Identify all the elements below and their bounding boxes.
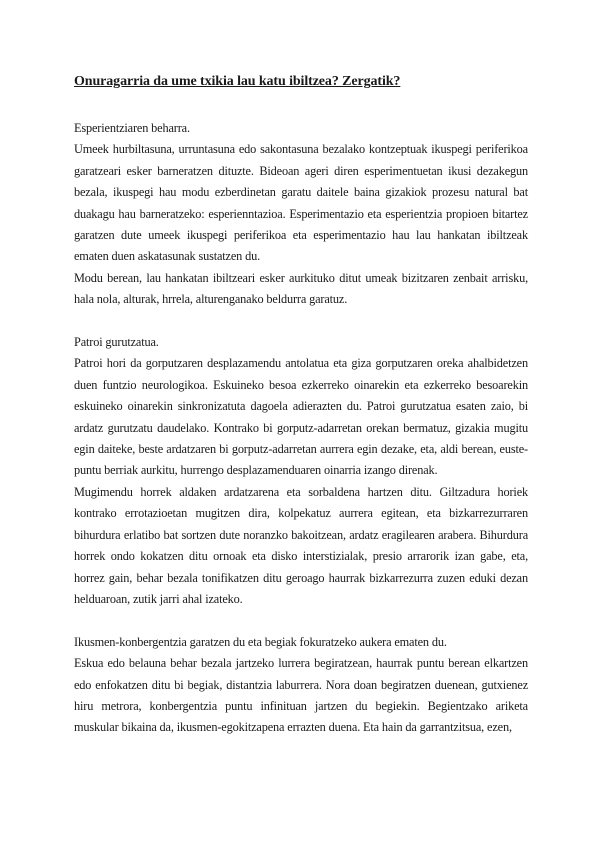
paragraph: Patroi hori da gorputzaren desplazamendu antolatua eta giza gorputzaren oreka ahalbidetzen duen funtzio neurologikoa. Eskuineko besoa ezkerreko oinarekin eta ezkerreko besoarekin eskuineko oinarekin sinkronizatuta dagoela adierazten du. Patroi gurutzatua esaten zaio, bi ardatz gurutzatu daudelako. Kontrako bi gorputz-adarretan orekan bermatuz, gizakia mugitu egin daiteke, beste ardatzaren bi gorputz-adarretan aurrera egin dezake, eta, aldi berean, euste-puntu berriak aurkitu, hurrengo desplazamenduaren oinarria izango direnak. [74, 356, 528, 478]
paragraph-gap [74, 311, 528, 332]
paragraph-gap [74, 610, 528, 631]
section-heading: Ikusmen-konbergentzia garatzen du eta begiak fokuratzeko aukera ematen du. [74, 634, 447, 649]
paragraph: Modu berean, lau hankatan ibiltzeari esker aurkituko ditut umeak bizitzaren zenbait arrisku, hala nola, alturak, hrrela, alturenganako beldurra garatuz. [74, 270, 528, 307]
section-heading: Patroi gurutzatua. [74, 335, 159, 350]
section-heading: Esperientziaren beharra. [74, 121, 190, 135]
paragraph: Eskua edo belauna behar bezala jartzeko lurrera begiratzean, haurrak puntu berean elkartzen edo enfokatzen ditu bi begiak, distantzia laburrera. Nora doan begiratzen duenean, gutxienez hiru metrora, konbergentzia puntu infinituan jartzen du begiekin. Begientzako ariketa muskular bikaina da, ikusmen-egokitzapena errazten duena. Eta hain da garrantzitsua, ezen, [74, 656, 528, 735]
paragraph: Umeek hurbiltasuna, urruntasuna edo sakontasuna bezalako kontzeptuak ikuspegi periferikoa garatzeari esker barneratzen dituzte. Bideoan ageri diren esperimentuetan ikusi dezakegun bezala, ikuspegi hau modu ezberdinetan garatu daitele baina gizakiok prozesu natural bat duakagu hau barneratzeko: esperienntazioa. Esperimentazio eta esperientzia propioen bitartez garatzen dute umeek ikuspegi periferikoa eta esperimentazio hau lau hankatan ibiltzeak ematen duen askatasunak sustatzen du. [74, 142, 528, 264]
paragraph: Mugimendu horrek aldaken ardatzarena eta sorbaldena hartzen ditu. Giltzadura horiek kontrako errotazioetan mugitzen dira, kolpekatuz aurrera egitean, eta bizkarrezurraren bihurdura erlatibo bat sortzen dute noranzko bakoitzean, ardatz eragilearen arabera. Bihurdura horrek ondo kokatzen ditu ornoak eta disko interstizialak, presio arrarorik izan gabe, eta, horrez gain, behar bezala tonifikatzen ditu geroago haurrak bizkarrezurra zuzen eduki dezan helduaroan, zutik jarri ahal izateko. [74, 484, 528, 606]
page-title: Onuragarria da ume txikia lau katu ibiltzea? Zergatik? [74, 74, 401, 89]
document-body [74, 118, 528, 739]
